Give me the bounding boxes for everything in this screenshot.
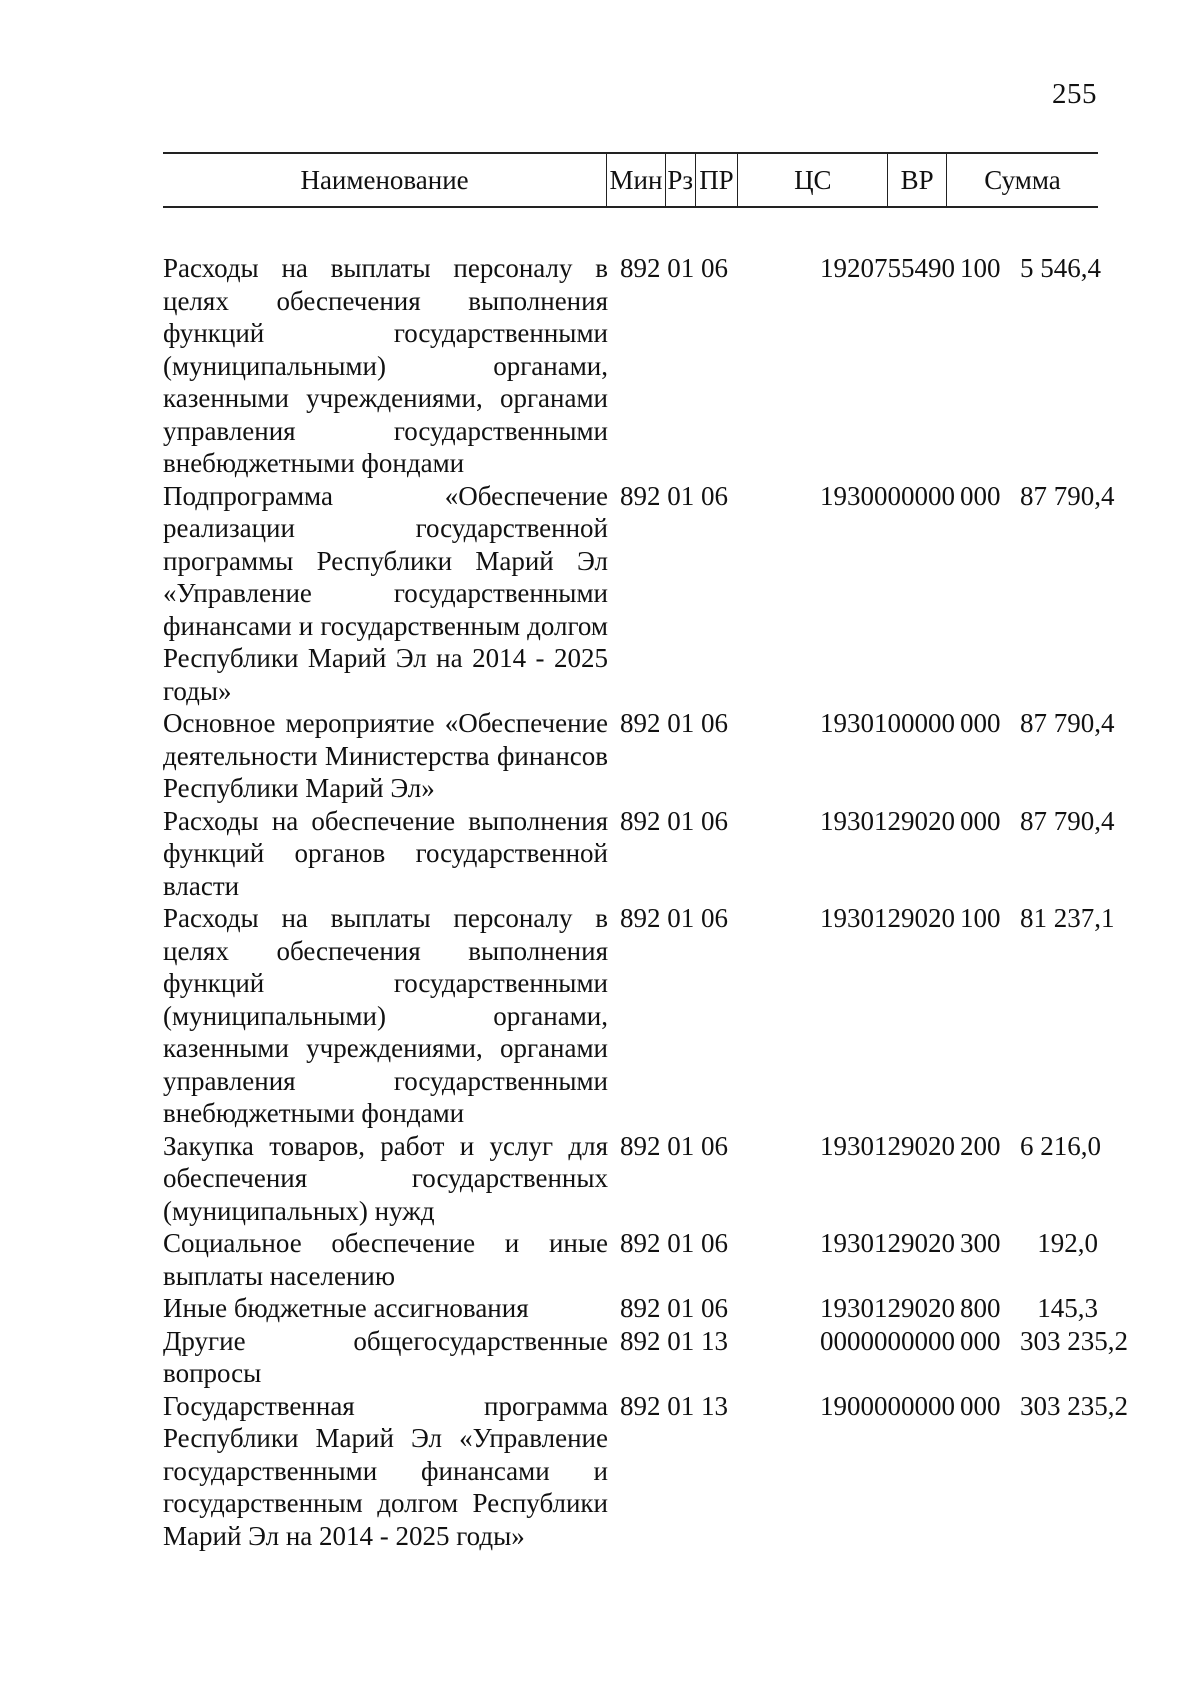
table-row — [163, 1130, 1101, 1228]
row-sum: 5 546,4 — [1020, 253, 1101, 283]
header-name: Наименование — [300, 164, 469, 195]
row-vr: 000 — [960, 480, 1001, 511]
row-codes: 892 01 13 — [620, 1390, 728, 1421]
row-name: Государственная программа Республики Марий Эл «Управление государственными финансами и государственным долгом Республики Марий Эл на 2014 - 2025 годы» — [163, 1390, 608, 1551]
row-cs: 1930129020 — [820, 903, 955, 933]
table-row — [163, 707, 1115, 805]
table-row — [163, 1390, 1128, 1553]
row-codes: 892 01 06 — [620, 903, 728, 933]
row-sum: 192,0 — [1037, 1228, 1098, 1258]
row-sum: 6 216,0 — [1020, 1130, 1101, 1161]
row-codes: 892 01 13 — [620, 1325, 728, 1356]
row-cs: 1930000000 — [820, 480, 955, 511]
row-codes: 892 01 06 — [620, 708, 728, 738]
row-vr: 000 — [960, 1325, 1001, 1356]
table-row — [163, 480, 1115, 708]
table-row — [163, 1325, 1128, 1390]
row-codes: 892 01 06 — [620, 253, 728, 283]
row-name: Расходы на выплаты персоналу в целях обеспечения выполнения функций государственными (муниципальными) органами, казенными учреждениями, органами управления государственными внебюджетными фондами — [163, 253, 608, 478]
row-cs: 1930100000 — [820, 708, 955, 738]
table-row — [163, 805, 1115, 903]
row-codes: 892 01 06 — [620, 1130, 728, 1161]
row-name: Расходы на выплаты персоналу в целях обеспечения выполнения функций государственными (муниципальными) органами, казенными учреждениями, органами управления государственными внебюджетными фондами — [163, 903, 608, 1128]
row-vr: 800 — [960, 1293, 1001, 1323]
header-rz: Рз — [665, 154, 695, 206]
row-cs: 1930129020 — [820, 1228, 955, 1258]
row-cs: 1930129020 — [820, 1293, 955, 1323]
row-cs: 1900000000 — [820, 1390, 955, 1421]
header-sum: Сумма — [946, 154, 1098, 206]
page-number: 255 — [1052, 78, 1097, 110]
budget-table — [163, 152, 1128, 1552]
table-row — [163, 902, 1115, 1130]
row-sum: 303 235,2 — [1020, 1390, 1128, 1421]
header-min: Мин — [606, 154, 665, 206]
table-header — [163, 152, 1098, 208]
row-codes: 892 01 06 — [620, 480, 728, 511]
table-row — [163, 1292, 1098, 1325]
row-sum: 87 790,4 — [1020, 480, 1115, 511]
row-cs: 0000000000 — [820, 1325, 955, 1356]
row-name: Социальное обеспечение и иные выплаты населению — [163, 1228, 608, 1291]
row-cs: 1930129020 — [820, 805, 955, 836]
row-vr: 000 — [960, 805, 1001, 836]
row-sum: 87 790,4 — [1020, 805, 1115, 836]
header-pr: ПР — [695, 154, 738, 206]
row-codes: 892 01 06 — [620, 805, 728, 836]
row-name: Расходы на обеспечение выполнения функций органов государственной власти — [163, 805, 608, 901]
row-name: Закупка товаров, работ и услуг для обеспечения государственных (муниципальных) нужд — [163, 1130, 608, 1226]
row-vr: 100 — [960, 903, 1001, 933]
row-cs: 1920755490 — [820, 253, 955, 283]
row-vr: 200 — [960, 1130, 1001, 1161]
header-vr: ВР — [887, 154, 946, 206]
row-name: Другие общегосударственные вопросы — [163, 1325, 608, 1388]
row-name: Основное мероприятие «Обеспечение деятельности Министерства финансов Республики Марий Эл» — [163, 708, 608, 803]
row-vr: 100 — [960, 253, 1001, 283]
row-sum: 303 235,2 — [1020, 1325, 1128, 1356]
table-row — [163, 252, 1101, 480]
table-row — [163, 1227, 1098, 1292]
table-body — [163, 252, 1128, 1552]
row-name: Иные бюджетные ассигнования — [163, 1293, 529, 1323]
row-name: Подпрограмма «Обеспечение реализации государственной программы Республики Марий Эл «Управление государственными финансами и государственным долгом Республики Марий Эл на 2014 - 2025 годы» — [163, 480, 608, 706]
row-vr: 000 — [960, 708, 1001, 738]
row-vr: 000 — [960, 1390, 1001, 1421]
row-cs: 1930129020 — [820, 1130, 955, 1161]
row-sum: 81 237,1 — [1020, 903, 1115, 933]
row-vr: 300 — [960, 1228, 1001, 1258]
row-sum: 87 790,4 — [1020, 708, 1115, 738]
header-cs: ЦС — [737, 154, 887, 206]
row-codes: 892 01 06 — [620, 1228, 728, 1258]
row-sum: 145,3 — [1037, 1293, 1098, 1323]
row-codes: 892 01 06 — [620, 1293, 728, 1323]
